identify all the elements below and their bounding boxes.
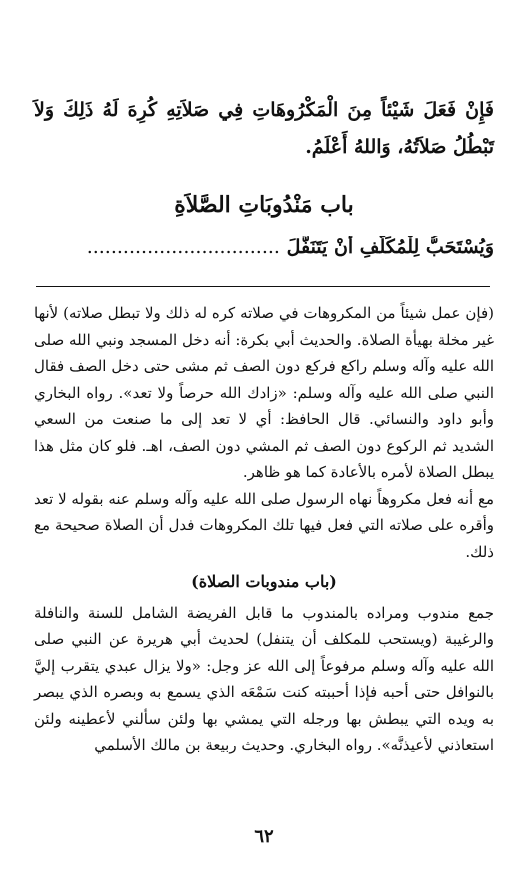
commentary-paragraph-1: (فإن عمل شيئاً من المكروهات في صلاته كره له ذلك ولا تبطل صلاته) لأنها غير مخلة بهيأة الصلاة. والحديث أبي بكرة: أنه دخل المسجد ونبي الله صلى الله عليه وآله وسلم راكع فركع دون الصف ثم مشى حتى دخل الصف فقال النبي صلى الله عليه وآله وسلم: «زادك الله حرصاً ولا تعد». رواه البخاري وأبو داود والنسائي. قال الحافظ: أي لا تعد إلى ما صنعت من السعي الشديد ثم الركوع دون الصف ثم المشي دون الصف، اهـ. فلو كان مثل هذا يبطل الصلاة لأمره بالأعادة كما هو ظاهر.: [34, 304, 494, 481]
commentary-paragraph-3: جمع مندوب ومراده بالمندوب ما قابل الفريضة الشامل للسنة والنافلة والرغيبة (ويستحب للمكلف أن يتنفل) لحديث أبي هريرة عن النبي صلى الله عليه وآله وسلم مرفوعاً إلى الله عز وجل: «ولا يزال عبدي يتقرب إليَّ بالنوافل حتى أحبه فإذا أحببته كنت سَمْعَه الذي يسمع به وبصره الذي يبصر به ويده التي يبطش بها ورجله التي يمشي بها ولئن سألني لأعطينه ولئن استعاذني لأعيذنَّه». رواه البخاري. وحديث ربيعة بن مالك الأسلمي: [34, 603, 494, 754]
commentary-paragraph-2: مع أنه فعل مكروهاً نهاه الرسول صلى الله عليه وآله وسلم عنه بقوله لا تعد وأقره على صلاته التي فعل فيها تلك المكروهات فدل أن الصلاة صحيحة مع ذلك.: [34, 489, 494, 561]
section-divider: [36, 286, 490, 287]
main-text-line: [34, 236, 494, 258]
chapter-title: باب مَنْدُوبَاتِ الصَّلاَةِ: [174, 192, 354, 218]
main-text-line-content: وَيُسْتَحَبُّ لِلْمُكَلَّفِ أَنْ يَتَنَفَّلَ: [286, 236, 494, 258]
page-number: ٦٢: [254, 826, 274, 847]
commentary: [34, 300, 494, 759]
dotted-leader: ................................: [86, 236, 280, 258]
commentary-subtitle: (باب مندوبات الصلاة): [191, 572, 337, 591]
main-text-paragraph: فَإِنْ فَعَلَ شَيْئاً مِنَ الْمَكْرُوهَاتِ فِي صَلاَتِهِ كُرِهَ لَهُ ذَلِكَ وَلاَ تَبْطُلُ صَلاَتُهُ، وَاللهُ أَعْلَمُ.: [34, 99, 494, 158]
